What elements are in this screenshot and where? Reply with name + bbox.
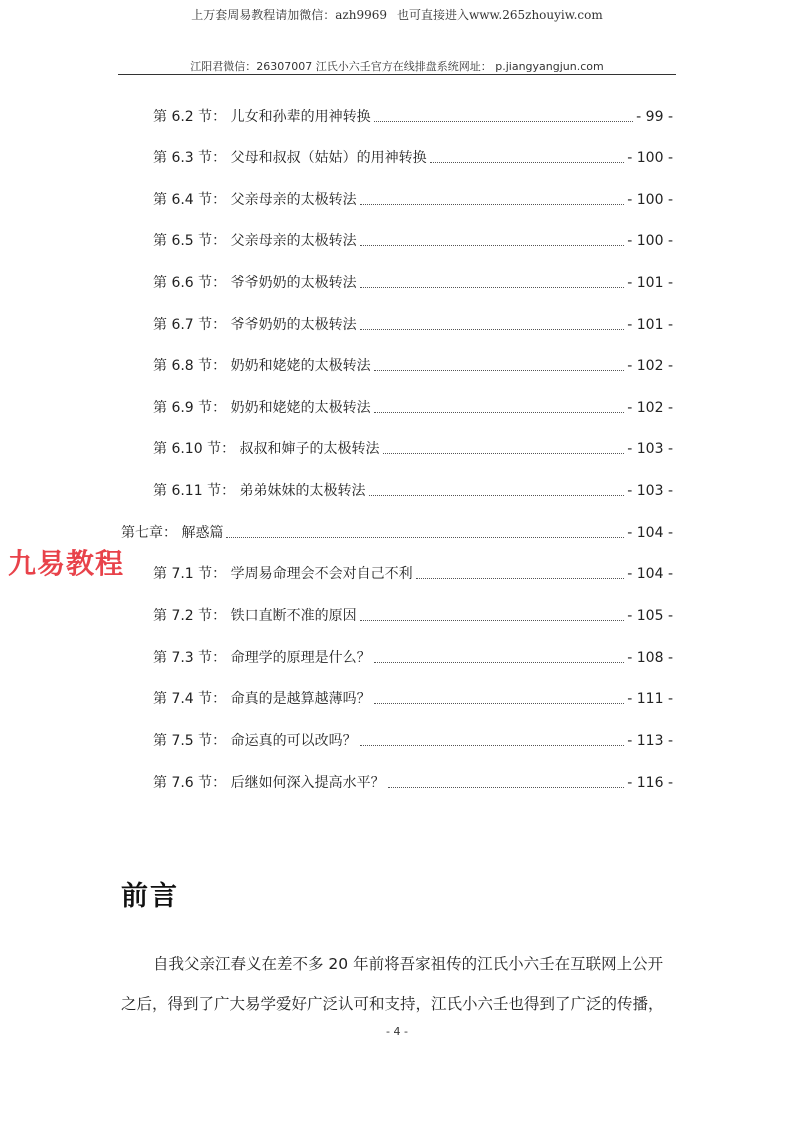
toc-entry-page: - 101 -	[627, 275, 673, 291]
preface-paragraph-line: 之后，得到了广大易学爱好广泛认可和支持，江氏小六壬也得到了广泛的传播，	[121, 995, 664, 1013]
toc-entry-page: - 104 -	[627, 525, 673, 541]
preface-title: 前言	[121, 881, 179, 912]
toc-entry[interactable]	[153, 148, 673, 168]
toc-entry[interactable]	[153, 398, 673, 418]
toc-leader-dots	[416, 578, 625, 579]
toc-entry-label: 第 7.3 节： 命理学的原理是什么？	[153, 650, 371, 666]
toc-entry-label: 第 6.3 节： 父母和叔叔（姑姑）的用神转换	[153, 150, 427, 166]
toc-entry[interactable]	[153, 564, 673, 584]
toc-leader-dots	[360, 329, 625, 330]
toc-entry[interactable]	[153, 231, 673, 251]
toc-entry-page: - 100 -	[627, 233, 673, 249]
toc-leader-dots	[388, 787, 625, 788]
toc-entry-page: - 101 -	[627, 317, 673, 333]
toc-leader-dots	[360, 287, 625, 288]
top-banner	[0, 6, 794, 23]
toc-entry-label: 第 6.10 节： 叔叔和婶子的太极转法	[153, 441, 380, 457]
toc-entry-label: 第七章： 解惑篇	[121, 525, 224, 541]
toc-leader-dots	[374, 412, 625, 413]
toc-entry-label: 第 6.11 节： 弟弟妹妹的太极转法	[153, 483, 366, 499]
toc-leader-dots	[374, 370, 625, 371]
toc-entry[interactable]	[153, 439, 673, 459]
toc-leader-dots	[226, 537, 624, 538]
toc-leader-dots	[374, 662, 625, 663]
toc-entry[interactable]	[153, 773, 673, 793]
toc-entry-page: - 103 -	[627, 441, 673, 457]
toc-entry[interactable]	[153, 481, 673, 501]
toc-entry-label: 第 7.5 节： 命运真的可以改吗？	[153, 733, 357, 749]
banner-text-website: 也可直接进入www.265zhouyiw.com	[397, 8, 603, 22]
page-number: - 4 -	[386, 1025, 408, 1038]
toc-entry-label: 第 6.9 节： 奶奶和姥姥的太极转法	[153, 400, 371, 416]
toc-entry-page: - 100 -	[627, 192, 673, 208]
toc-leader-dots	[430, 162, 625, 163]
toc-entry-page: - 113 -	[627, 733, 673, 749]
toc-entry-label: 第 7.1 节： 学周易命理会不会对自己不利	[153, 566, 413, 582]
toc-entry[interactable]	[153, 648, 673, 668]
toc-leader-dots	[369, 495, 625, 496]
toc-entry[interactable]	[153, 689, 673, 709]
toc-entry-page: - 116 -	[627, 775, 673, 791]
toc-entry-label: 第 6.7 节： 爷爷奶奶的太极转法	[153, 317, 357, 333]
toc-entry[interactable]	[153, 315, 673, 335]
toc-chapter-entry[interactable]	[121, 523, 673, 543]
toc-entry-page: - 100 -	[627, 150, 673, 166]
toc-leader-dots	[360, 204, 625, 205]
toc-entry[interactable]	[153, 356, 673, 376]
toc-entry-label: 第 6.5 节： 父亲母亲的太极转法	[153, 233, 357, 249]
toc-leader-dots	[360, 745, 625, 746]
toc-entry-label: 第 7.6 节： 后继如何深入提高水平？	[153, 775, 385, 791]
toc-entry[interactable]	[153, 606, 673, 626]
toc-entry-page: - 99 -	[636, 109, 673, 125]
header-info-line: 江阳君微信：26307007 江氏小六壬官方在线排盘系统网址： p.jiangyangjun.com	[190, 60, 604, 73]
toc-leader-dots	[360, 620, 625, 621]
preface-paragraph-line: 自我父亲江春义在差不多 20 年前将吾家祖传的江氏小六壬在互联网上公开	[153, 955, 664, 973]
toc-entry-label: 第 6.2 节： 儿女和孙辈的用神转换	[153, 109, 371, 125]
toc-entry[interactable]	[153, 107, 673, 127]
toc-entry[interactable]	[153, 190, 673, 210]
toc-entry-page: - 102 -	[627, 400, 673, 416]
toc-entry-page: - 104 -	[627, 566, 673, 582]
banner-text-wechat: 上万套周易教程请加微信：azh9969	[191, 8, 388, 22]
toc-entry-label: 第 7.4 节： 命真的是越算越薄吗？	[153, 691, 371, 707]
toc-entry-page: - 103 -	[627, 483, 673, 499]
toc-entry-page: - 111 -	[627, 691, 673, 707]
toc-entry-label: 第 6.6 节： 爷爷奶奶的太极转法	[153, 275, 357, 291]
toc-entry-label: 第 6.4 节： 父亲母亲的太极转法	[153, 192, 357, 208]
header-divider	[118, 74, 676, 75]
toc-entry[interactable]	[153, 273, 673, 293]
toc-entry-label: 第 7.2 节： 铁口直断不准的原因	[153, 608, 357, 624]
toc-entry[interactable]	[153, 731, 673, 751]
toc-entry-page: - 105 -	[627, 608, 673, 624]
toc-leader-dots	[360, 245, 625, 246]
toc-entry-page: - 102 -	[627, 358, 673, 374]
toc-entry-page: - 108 -	[627, 650, 673, 666]
toc-entry-label: 第 6.8 节： 奶奶和姥姥的太极转法	[153, 358, 371, 374]
toc-leader-dots	[374, 121, 634, 122]
toc-leader-dots	[383, 453, 625, 454]
toc-leader-dots	[374, 703, 625, 704]
watermark-logo: 九易教程	[8, 547, 125, 580]
